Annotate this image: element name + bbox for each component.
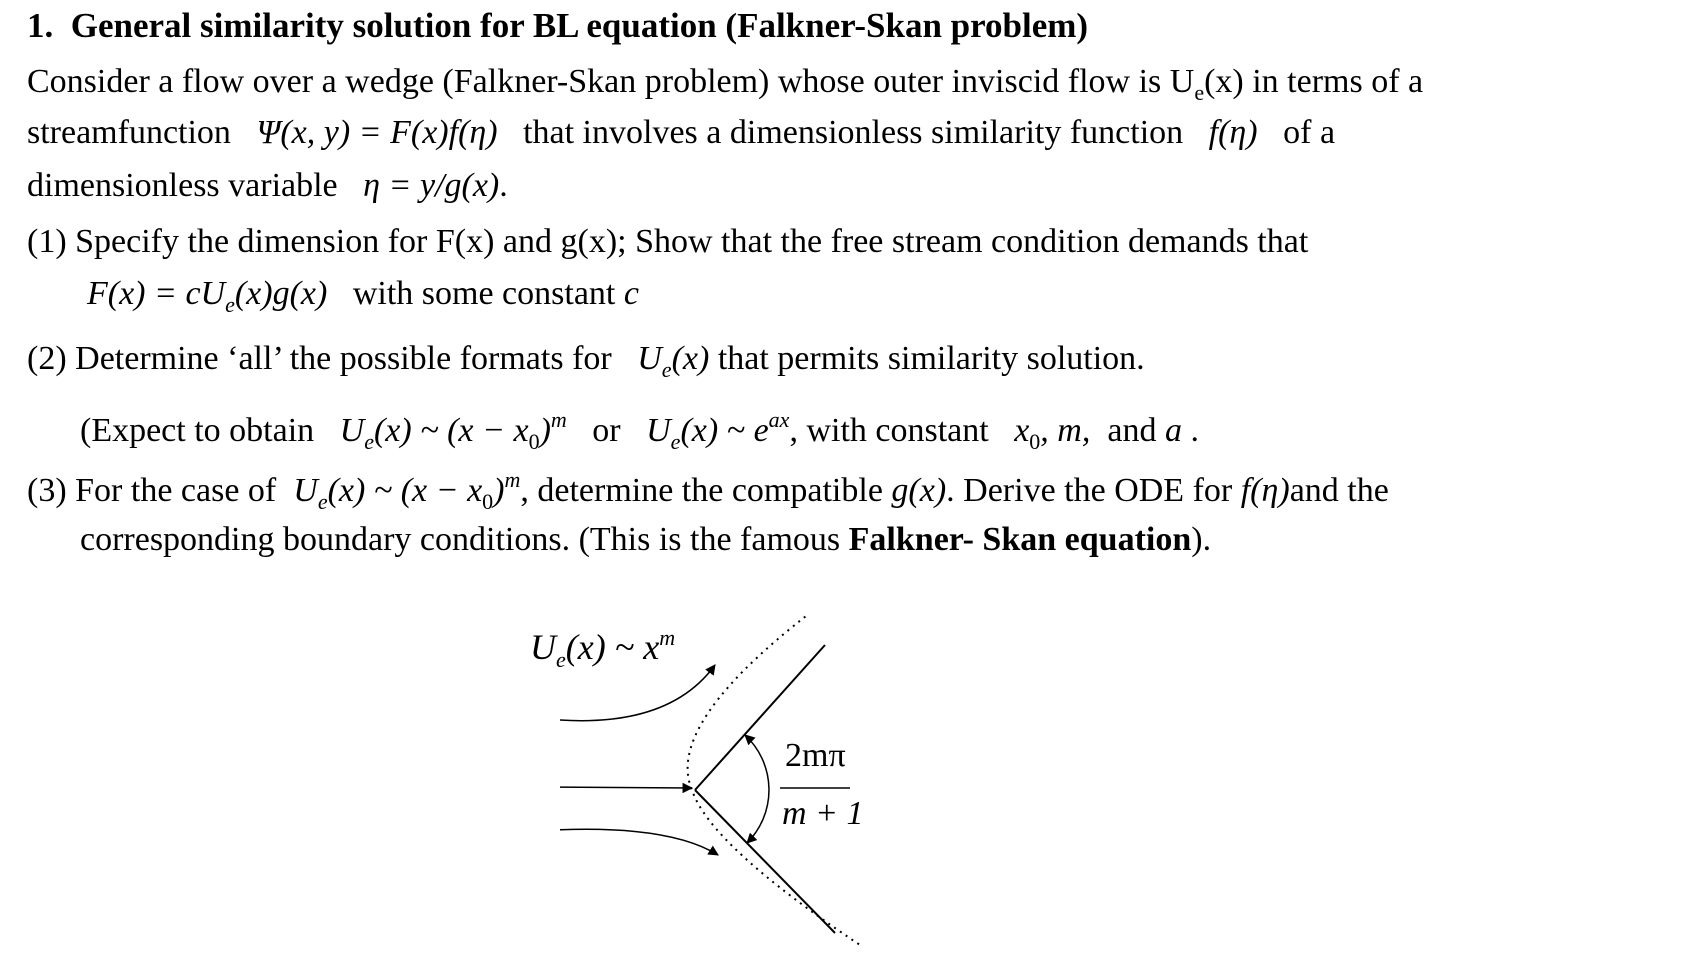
intro-text: Consider a flow over a wedge (Falkner-Skan problem) whose outer inviscid flow is U [27,63,1195,100]
intro-text: that involves a dimensionless similarity function [523,114,1184,151]
power-law-sub: 0 [482,489,494,514]
free-stream-equation: F(x) = cU [87,275,226,312]
free-stream-equation: (x)g(x) [234,275,328,312]
power-law-form: (x) ~ (x − x [327,472,483,509]
streamline-upper [560,665,715,721]
g-function: g(x) [891,472,947,509]
angle-denominator-text: m + 1 [782,795,864,832]
part2-text: that permits similarity solution. [717,340,1145,377]
f-function: f(η) [1240,472,1290,509]
problem-title: General similarity solution for BL equation (Falkner-Skan problem) [70,6,1089,45]
constant-x0-sub: 0 [1029,429,1041,454]
part2-line-2 [80,400,1199,462]
power-law-sub: e [364,429,374,454]
problem-number: 1. [27,6,54,45]
part2-text: and [1107,412,1157,449]
angle-numerator-text: 2mπ [785,737,846,774]
ue-symbol: U [637,340,662,377]
angle-denominator [782,795,864,833]
power-law-form: ) [493,472,505,509]
wedge-flow-figure [530,615,900,960]
power-law-sub: 0 [528,429,540,454]
outer-flow-label-sub: e [556,647,566,672]
boundary-layer-edge [688,615,862,945]
similarity-function: f(η) [1208,114,1258,151]
part3-line-1 [27,460,1389,522]
intro-text: . [499,167,508,204]
eta-definition: η = y/g(x) [363,167,500,204]
part1-line-2 [87,274,639,325]
power-law-form: U [293,472,318,509]
free-stream-sub: e [225,292,235,317]
outer-flow-label-sup: m [659,625,676,650]
exponential-sub: e [670,429,681,454]
part2-text: (Expect to obtain [80,412,315,449]
intro-text: dimensionless variable [27,167,338,204]
outer-flow-label-text: (x) ~ x [565,627,660,667]
angle-numerator [785,737,846,775]
part1-line-1 [27,222,1308,262]
power-law-sup: m [504,467,521,492]
part1-text: (1) Specify the dimension for F(x) and g(x); Show that the free stream condition demands that [27,223,1309,260]
power-law-form: (x) ~ (x − x [373,412,529,449]
intro-line-3 [27,166,508,206]
exponential-sup: ax [768,407,790,432]
power-law-sup: m [550,407,567,432]
part3-line-2 [80,520,1211,560]
part1-text: with some constant [352,275,616,312]
problem-heading [27,6,1088,46]
part2-text: (2) Determine ‘all’ the possible formats for [27,340,612,377]
power-law-form: ) [539,412,551,449]
part2-line-1 [27,339,1145,390]
power-law-form: U [339,412,365,449]
streamline-lower [560,829,718,855]
constant-c: c [623,275,639,312]
part3-text: . Derive the ODE for [946,472,1233,509]
falkner-skan-equation-label: Falkner- Skan equation [848,521,1192,558]
part3-text: and the [1289,472,1389,509]
streamfunction-equation: Ψ(x, y) = F(x)f(η) [256,114,498,151]
ue-symbol: (x) [671,340,710,377]
wedge-angle-arc [745,735,769,843]
constant-x0: x [1014,412,1030,449]
constant-a: a [1164,412,1182,449]
constant-list: , m, [1040,412,1091,449]
intro-sub: e [1194,80,1205,105]
intro-line-1 [27,62,1423,113]
part3-text: ). [1191,521,1212,558]
part3-text: corresponding boundary conditions. (This is the famous [80,521,841,558]
intro-text: of a [1283,114,1336,151]
intro-line-2 [27,113,1335,153]
exponential-form: U [646,412,671,449]
intro-text: streamfunction [27,114,231,151]
ue-sub: e [661,357,672,382]
part3-text: , determine the compatible [520,472,883,509]
part3-text: (3) For the case of [27,472,277,509]
outer-flow-label [530,625,675,673]
power-law-sub: e [317,489,328,514]
outer-flow-label-text: U [530,627,556,667]
streamline-center [560,787,692,788]
exponential-form: (x) ~ e [680,412,769,449]
intro-text: (x) in terms of a [1204,63,1424,100]
part2-text: . [1190,412,1199,449]
part2-text: or [592,412,621,449]
part2-text: , with constant [789,412,989,449]
